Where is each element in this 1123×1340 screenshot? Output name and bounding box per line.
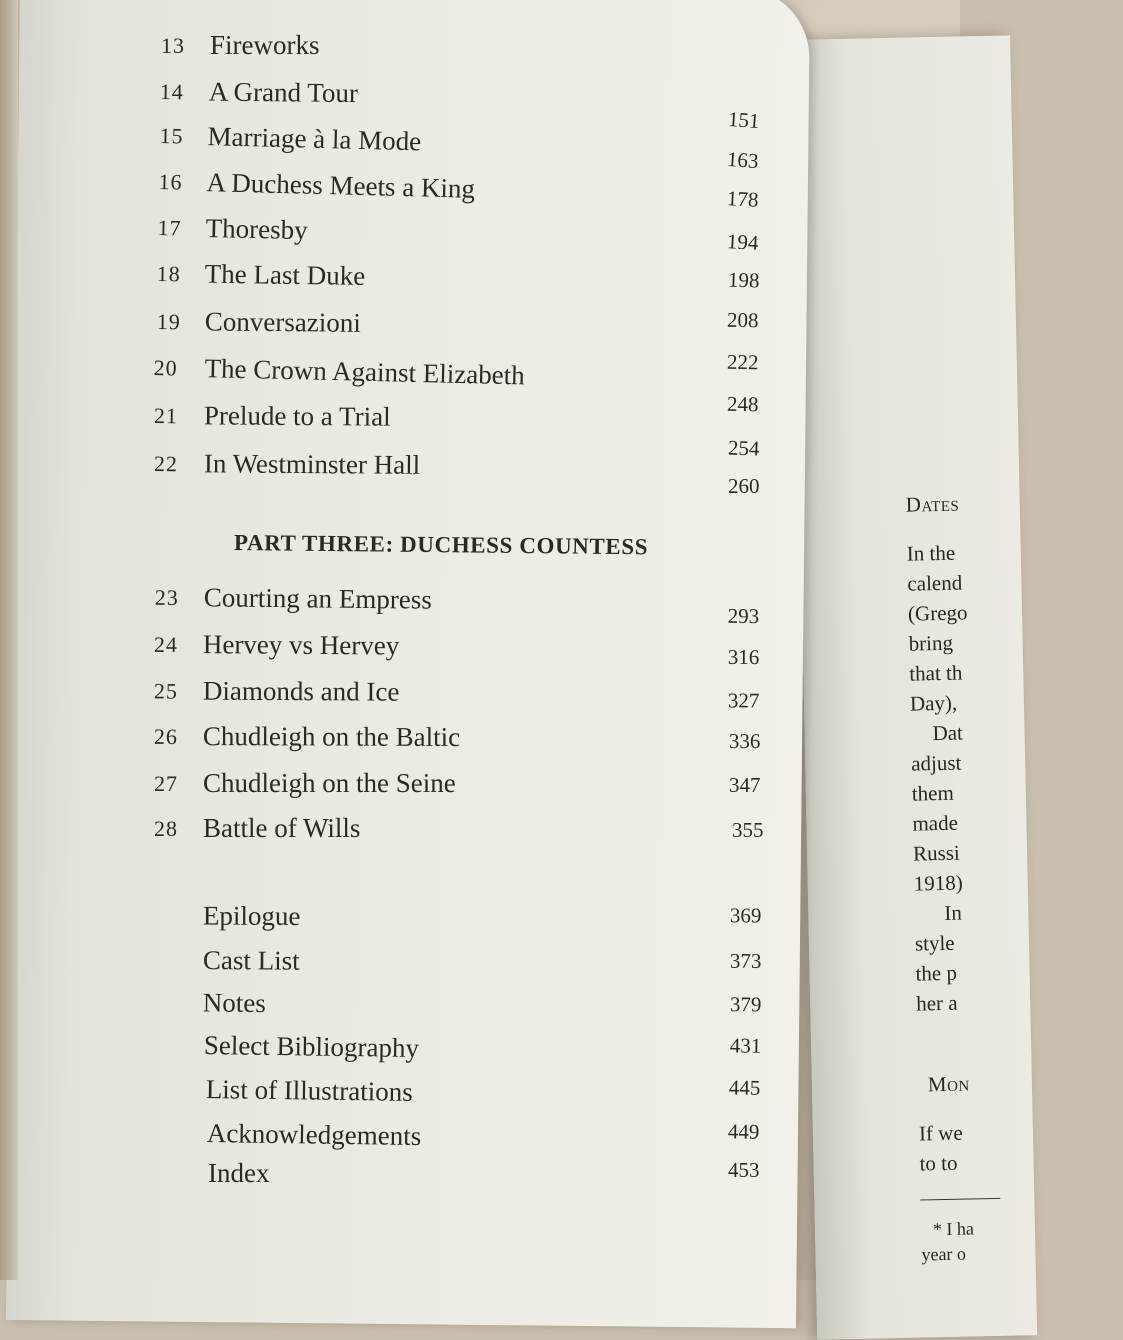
page-number: 373 [729,948,762,973]
chapter-number: 24 [153,631,178,658]
chapter-number: 21 [153,402,178,429]
chapter-number: 17 [157,214,182,241]
toc-entry-notes [202,987,773,1019]
chapter-number: 27 [154,771,178,796]
page-number: 449 [727,1119,760,1144]
facing-footnote-line: * I ha [932,1218,975,1240]
toc-entry-24 [153,629,774,670]
chapter-number: 15 [159,122,184,149]
facing-line: adjust [910,750,962,776]
chapter-title: Fireworks [210,30,320,60]
back-matter-title: Notes [202,987,267,1019]
facing-line: In [944,900,963,925]
chapter-number: 13 [161,33,185,58]
facing-line: 1918) [913,870,963,896]
page-number: 327 [727,688,760,713]
page-number: 453 [728,1158,760,1182]
facing-line: (Grego [907,600,968,626]
chapter-number: 23 [154,584,179,611]
toc-entry-epilogue [202,900,773,932]
chapter-title: The Crown Against Elizabeth [204,353,526,391]
toc-entry-23 [154,582,775,629]
chapter-title: Chudleigh on the Seine [203,768,456,798]
page-number: 293 [727,603,760,629]
chapter-number: 26 [153,723,178,750]
chapter-number: 18 [156,260,181,287]
toc-entry-illustrations [205,1074,776,1107]
toc-entry-25 [153,675,774,713]
back-matter-title: Cast List [202,945,300,976]
facing-line: them [911,780,955,806]
page-number: 254 [727,435,760,461]
page-number: 198 [727,267,760,293]
facing-line: If we [918,1120,963,1146]
toc-entry-acknowledgements [206,1118,777,1152]
facing-line: that th [909,660,963,686]
chapter-title: Conversazioni [204,306,361,338]
facing-line: Russi [912,840,960,866]
facing-line: Day), [909,690,958,716]
chapter-number: 19 [156,308,181,335]
page-number: 347 [729,773,761,797]
back-matter-title: Acknowledgements [206,1118,422,1152]
chapter-title: A Grand Tour [208,76,359,109]
chapter-number: 25 [153,678,178,704]
facing-line: to to [919,1150,958,1176]
part-three-heading: PART THREE: DUCHESS COUNTESS [233,530,649,560]
page-number: 316 [727,644,760,670]
page-number: 178 [726,186,760,212]
facing-line: calend [907,570,963,596]
facing-footnote-line: year o [921,1243,967,1265]
chapter-title: In Westminster Hall [203,448,421,480]
back-matter-title: Select Bibliography [203,1030,420,1064]
facing-heading-money: Mon [927,1071,970,1097]
chapter-number: 22 [153,450,178,477]
facing-line: In the [906,540,956,566]
chapter-title: Courting an Empress [203,582,432,615]
chapter-title: Thoresby [205,213,308,246]
back-matter-title: List of Illustrations [205,1074,413,1107]
page-number: 260 [728,474,760,498]
facing-line: made [912,810,959,836]
page-number: 222 [726,349,759,375]
toc-entry-26 [153,721,774,754]
chapter-title: Diamonds and Ice [202,675,400,707]
chapter-title: Hervey vs Hervey [202,629,400,661]
page-number: 431 [729,1033,762,1058]
chapter-title: Battle of Wills [203,813,361,843]
chapter-title: Prelude to a Trial [203,400,391,432]
page-number: 151 [727,106,761,134]
page-number: 355 [732,818,764,842]
chapter-title: A Duchess Meets a King [206,167,476,204]
page-number: 336 [728,728,761,754]
page-number: 369 [729,903,762,928]
page-number: 194 [726,229,760,255]
back-matter-title: Epilogue [202,900,301,932]
facing-line: the p [915,960,958,986]
chapter-number: 20 [153,354,178,381]
page-number: 379 [729,992,762,1017]
facing-line: bring [908,630,954,656]
toc-entry-bibliography [203,1030,774,1064]
page-number: 208 [726,307,759,333]
facing-line: her a [915,990,958,1016]
facing-heading-dates: Dates [905,491,960,517]
facing-line: Dat [932,720,964,746]
chapter-title: Chudleigh on the Baltic [202,721,461,752]
chapter-title: Marriage à la Mode [207,121,422,157]
page-number: 248 [726,391,759,417]
page-number: 163 [726,146,760,174]
chapter-number: 16 [158,168,183,195]
chapter-number: 14 [159,78,184,105]
page-number: 445 [728,1075,761,1100]
back-matter-title: Index [208,1158,270,1188]
chapter-title: The Last Duke [204,258,366,291]
chapter-number: 28 [154,816,178,841]
toc-entry-cast-list [202,945,773,976]
facing-line: style [914,930,955,956]
